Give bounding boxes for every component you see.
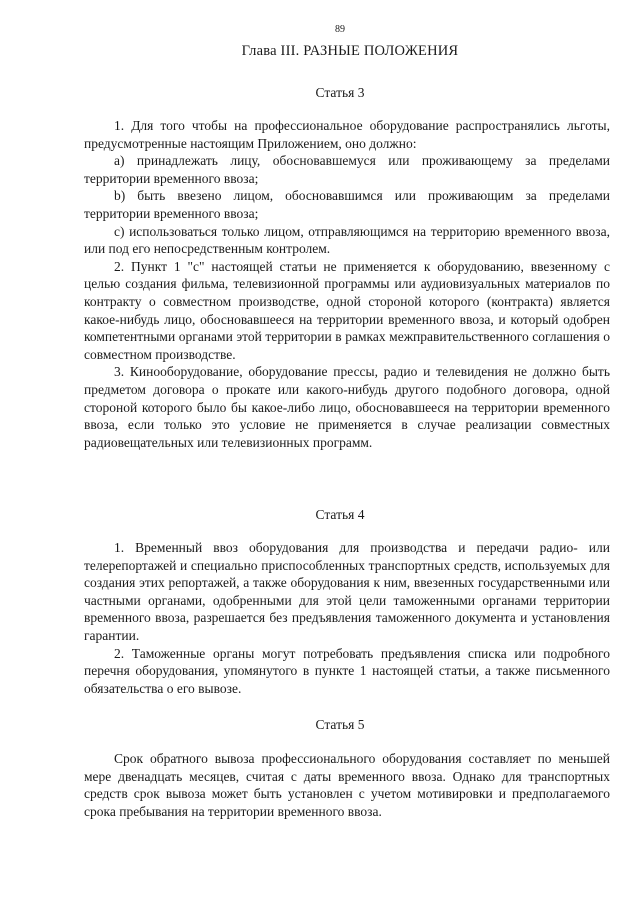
article-3-title: Статья 3 xyxy=(315,85,365,100)
chapter-title: Глава III. РАЗНЫЕ ПОЛОЖЕНИЯ xyxy=(241,43,459,59)
article-5-paragraph-1: Срок обратного вывоза профессионального оборудования составляет по меньшей мере двенадцать месяцев, считая с даты временного ввоза. Однако для транспортных средств срок вывоза может быть установлен с учетом мотивировки и предполагаемого срока пребывания на территории временного ввоза. xyxy=(84,751,610,819)
article-5-title: Статья 5 xyxy=(315,717,365,732)
article-4-paragraph-1: 1. Временный ввоз оборудования для производства и передачи радио- или телерепортажей и специально приспособленных транспортных средств, используемых для создания этих репортажей, а также оборудования к ним, ввезенных государственными или частными органами, одобренными для этой цели таможенными органами территории временного ввоза, разрешается без предъявления таможенного документа и установления гарантии. xyxy=(84,540,610,643)
article-3-item-c: с) использоваться только лицом, отправляющимся на территорию временного ввоза, или под его непосредственным контролем. xyxy=(84,223,610,257)
article-3-paragraph-1: 1. Для того чтобы на профессиональное оборудование распространялись льготы, предусмотренные настоящим Приложением, оно должно: xyxy=(84,118,610,151)
article-5-body xyxy=(84,750,610,820)
article-4-title: Статья 4 xyxy=(315,507,365,522)
page-number: 89 xyxy=(335,24,345,35)
article-3-paragraph-3: 3. Кинооборудование, оборудование прессы, радио и телевидения не должно быть предметом договора о прокате или какого-нибудь другого подобного договора, одной стороной которого было бы какое-либо лицо, обосновавшееся на территории временного ввоза, если только это условие не применяется в случае реализации совместных радиовещательных или телевизионных программ. xyxy=(84,364,610,450)
article-4-paragraph-2: 2. Таможенные органы могут потребовать предъявления списка или подробного перечня оборудования, упомянутого в пункте 1 настоящей статьи, а также письменного обязательства о его вывозе. xyxy=(84,645,610,696)
article-3-item-a: а) принадлежать лицу, обосновавшемуся или проживающему за пределами территории временного ввоза; xyxy=(84,153,610,186)
article-3-item-b: b) быть ввезено лицом, обосновавшимся или проживающим за пределами территории временного ввоза; xyxy=(84,188,610,221)
article-3-body xyxy=(84,117,610,451)
article-3-paragraph-2: 2. Пункт 1 "с" настоящей статьи не применяется к оборудованию, ввезенному с целью создания фильма, телевизионной программы или аудиовизуальных материалов по контракту о совместном производстве, одной стороной которого (контракта) является какое-нибудь лицо, обосновавшееся на территории временного ввоза, и который одобрен компетентными органами этой территории в рамках межправительственного соглашения о совместном производстве. xyxy=(84,258,610,362)
article-4-body xyxy=(84,539,610,697)
